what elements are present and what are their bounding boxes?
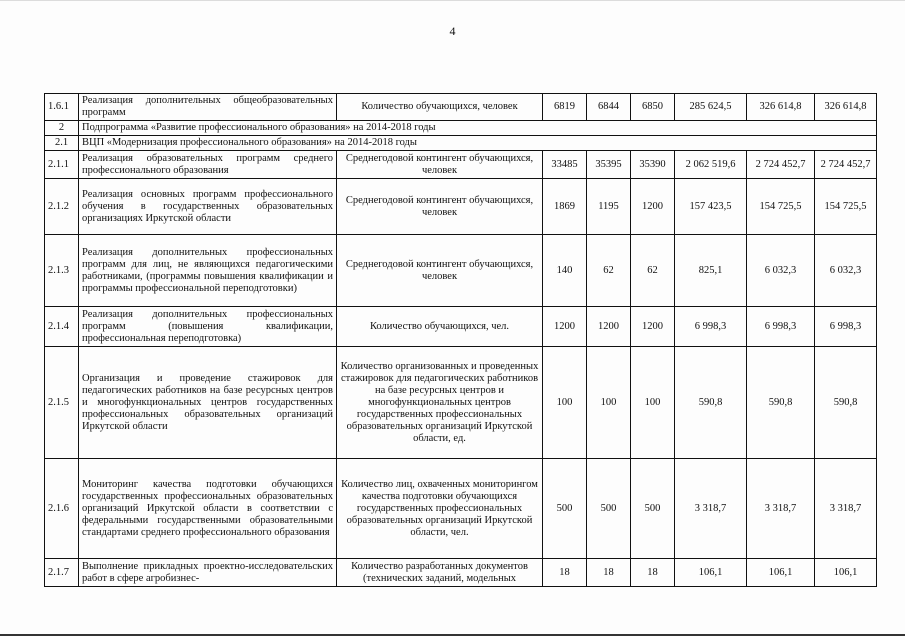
- row-name: Реализация основных программ профессионального обучения в государственных образовательных организациях Иркутской области: [79, 179, 337, 235]
- row-value-2: 100: [587, 347, 631, 459]
- row-indicator: Среднегодовой контингент обучающихся, человек: [337, 151, 543, 179]
- row-value-1: 1869: [543, 179, 587, 235]
- row-name: Реализация дополнительных профессиональных программ (повышения квалификации, профессиональная переподготовка): [79, 307, 337, 347]
- row-code: 2.1.1: [45, 151, 79, 179]
- budget-table: [44, 93, 877, 587]
- row-code: 2.1.7: [45, 559, 79, 587]
- row-finance-3: 6 032,3: [815, 235, 877, 307]
- row-value-3: 62: [631, 235, 675, 307]
- row-code: 2.1.4: [45, 307, 79, 347]
- row-finance-1: 106,1: [675, 559, 747, 587]
- row-indicator: Среднегодовой контингент обучающихся, человек: [337, 179, 543, 235]
- row-value-1: 33485: [543, 151, 587, 179]
- table-row: [45, 347, 877, 459]
- row-value-2: 35395: [587, 151, 631, 179]
- scan-edge-top: [0, 0, 905, 1]
- row-finance-1: 157 423,5: [675, 179, 747, 235]
- table-row: [45, 235, 877, 307]
- row-value-2: 18: [587, 559, 631, 587]
- row-value-1: 18: [543, 559, 587, 587]
- row-name: Организация и проведение стажировок для педагогических работников на базе ресурсных центров и многофункциональных центров государственных профессиональных образовательных организаций Иркутской области: [79, 347, 337, 459]
- row-value-1: 6819: [543, 94, 587, 121]
- row-finance-2: 3 318,7: [747, 459, 815, 559]
- row-value-1: 100: [543, 347, 587, 459]
- row-indicator: Количество разработанных документов (технических заданий, модельных: [337, 559, 543, 587]
- row-name: Реализация дополнительных профессиональных программ для лиц, не являющихся педагогическими работниками, (программы повышения квалификации и программы профессиональной переподготовки): [79, 235, 337, 307]
- row-finance-1: 285 624,5: [675, 94, 747, 121]
- row-name: Реализация дополнительных общеобразовательных программ: [79, 94, 337, 121]
- row-name: Мониторинг качества подготовки обучающихся государственных профессиональных образовательных организаций Иркутской области в соответствии с федеральными государственными образовательными стандартами среднего профессионального образования: [79, 459, 337, 559]
- row-indicator: Количество обучающихся, чел.: [337, 307, 543, 347]
- scan-edge-bottom: [0, 634, 905, 636]
- row-value-3: 35390: [631, 151, 675, 179]
- row-value-1: 140: [543, 235, 587, 307]
- row-finance-2: 6 998,3: [747, 307, 815, 347]
- row-value-3: 1200: [631, 307, 675, 347]
- row-finance-1: 825,1: [675, 235, 747, 307]
- row-value-3: 100: [631, 347, 675, 459]
- row-value-2: 500: [587, 459, 631, 559]
- table-row: [45, 151, 877, 179]
- table-row: [45, 307, 877, 347]
- row-finance-2: 6 032,3: [747, 235, 815, 307]
- row-value-3: 1200: [631, 179, 675, 235]
- table-row: [45, 121, 877, 136]
- row-code: 1.6.1: [45, 94, 79, 121]
- row-value-2: 1200: [587, 307, 631, 347]
- row-finance-2: 2 724 452,7: [747, 151, 815, 179]
- row-finance-3: 106,1: [815, 559, 877, 587]
- row-finance-2: 590,8: [747, 347, 815, 459]
- row-value-2: 62: [587, 235, 631, 307]
- row-value-3: 18: [631, 559, 675, 587]
- row-finance-2: 154 725,5: [747, 179, 815, 235]
- row-finance-2: 326 614,8: [747, 94, 815, 121]
- table-row: [45, 179, 877, 235]
- row-code: 2.1.3: [45, 235, 79, 307]
- row-finance-3: 590,8: [815, 347, 877, 459]
- row-finance-3: 2 724 452,7: [815, 151, 877, 179]
- row-indicator: Среднегодовой контингент обучающихся, человек: [337, 235, 543, 307]
- row-code: 2.1.2: [45, 179, 79, 235]
- row-code: 2: [45, 121, 79, 136]
- page-number: 4: [449, 24, 456, 38]
- row-finance-1: 6 998,3: [675, 307, 747, 347]
- row-indicator: Количество обучающихся, человек: [337, 94, 543, 121]
- program-title: ВЦП «Модернизация профессионального образования» на 2014-2018 годы: [79, 136, 877, 151]
- row-finance-1: 2 062 519,6: [675, 151, 747, 179]
- table-row: [45, 459, 877, 559]
- row-name: Выполнение прикладных проектно-исследовательских работ в сфере агробизнес-: [79, 559, 337, 587]
- row-code: 2.1.5: [45, 347, 79, 459]
- row-value-3: 6850: [631, 94, 675, 121]
- row-value-1: 500: [543, 459, 587, 559]
- row-finance-1: 3 318,7: [675, 459, 747, 559]
- row-value-2: 1195: [587, 179, 631, 235]
- row-indicator: Количество организованных и проведенных стажировок для педагогических работников на базе ресурсных центров и многофункциональных центров государственных профессиональных образовательных организаций Иркутской области, ед.: [337, 347, 543, 459]
- row-code: 2.1.6: [45, 459, 79, 559]
- row-finance-1: 590,8: [675, 347, 747, 459]
- row-value-1: 1200: [543, 307, 587, 347]
- table-row: [45, 559, 877, 587]
- row-code: 2.1: [45, 136, 79, 151]
- row-name: Реализация образовательных программ среднего профессионального образования: [79, 151, 337, 179]
- row-indicator: Количество лиц, охваченных мониторингом качества подготовки обучающихся государственных профессиональных образовательных организаций Иркутской области, чел.: [337, 459, 543, 559]
- table-row: [45, 94, 877, 121]
- row-finance-3: 3 318,7: [815, 459, 877, 559]
- row-value-3: 500: [631, 459, 675, 559]
- row-finance-3: 6 998,3: [815, 307, 877, 347]
- row-finance-3: 154 725,5: [815, 179, 877, 235]
- subprogram-title: Подпрограмма «Развитие профессионального образования» на 2014-2018 годы: [79, 121, 877, 136]
- row-finance-2: 106,1: [747, 559, 815, 587]
- table-row: [45, 136, 877, 151]
- row-value-2: 6844: [587, 94, 631, 121]
- row-finance-3: 326 614,8: [815, 94, 877, 121]
